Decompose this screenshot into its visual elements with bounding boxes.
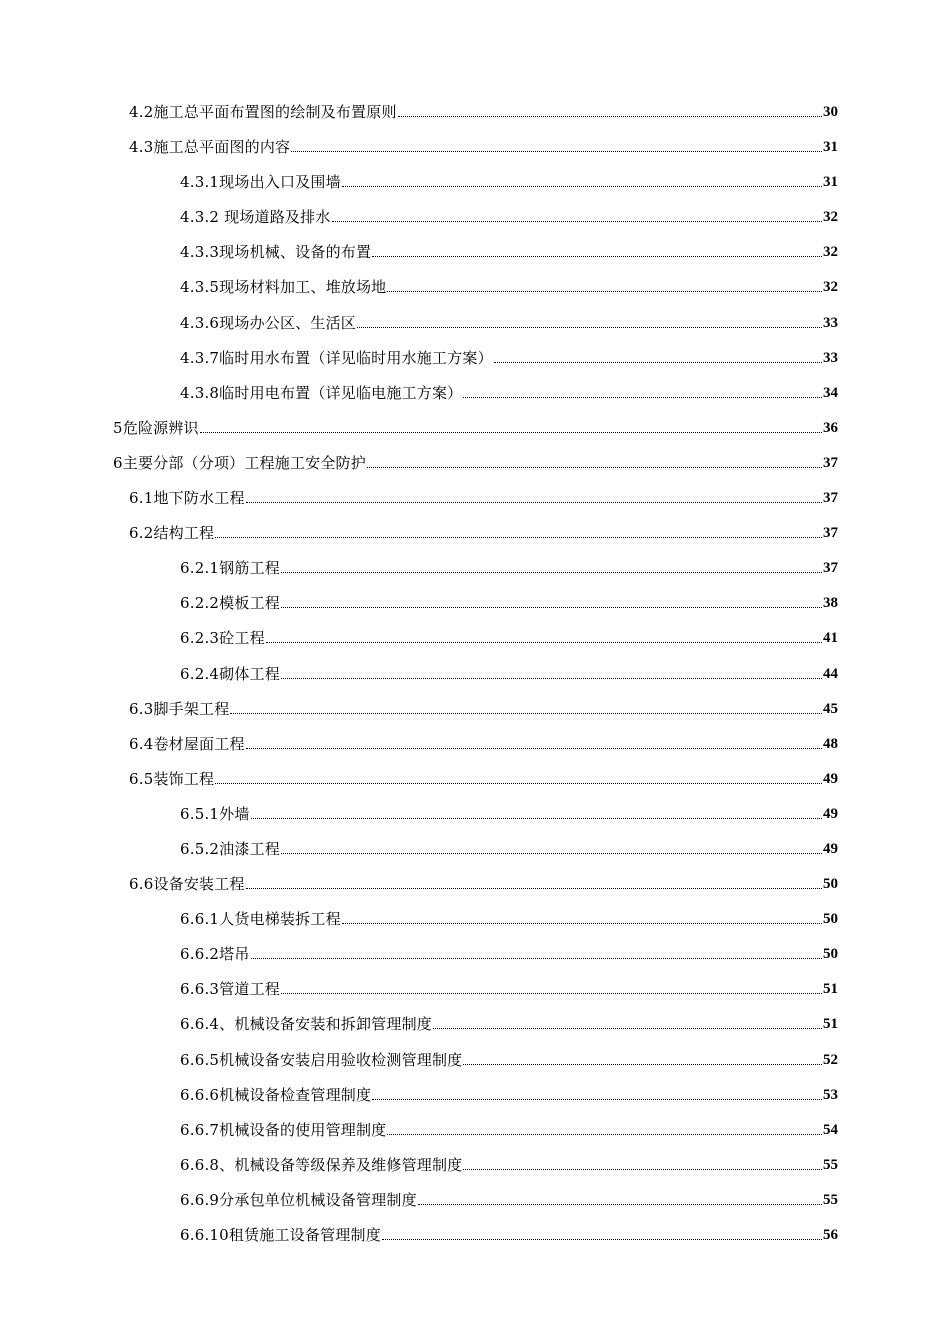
toc-entry-page-number: 31: [823, 174, 838, 191]
dot-leader: [215, 769, 822, 784]
toc-entry-title: 6.6.2塔吊: [180, 945, 250, 964]
dot-leader: [398, 102, 822, 117]
dot-leader: [266, 628, 822, 643]
dot-leader: [433, 1014, 822, 1029]
toc-entry-title: 6.5装饰工程: [129, 769, 215, 788]
toc-entry-page-number: 32: [823, 244, 838, 261]
toc-entry-page-number: 50: [823, 876, 838, 893]
toc-entry-page-number: 32: [823, 209, 838, 226]
dot-leader: [251, 944, 822, 959]
dot-leader: [357, 313, 822, 328]
toc-entry-title: 4.3.5现场材料加工、堆放场地: [180, 278, 387, 297]
toc-entry[interactable]: [0, 99, 838, 134]
toc-entry-title: 5危险源辨识: [113, 418, 199, 437]
toc-entry-title: 6.6.3管道工程: [180, 980, 280, 999]
toc-entry-page-number: 31: [823, 139, 838, 156]
toc-entry-page-number: 54: [823, 1121, 838, 1138]
dot-leader: [387, 277, 822, 292]
toc-entry-page-number: 45: [823, 700, 838, 717]
toc-entry[interactable]: [0, 731, 838, 766]
dot-leader: [418, 1190, 822, 1205]
toc-entry[interactable]: [0, 134, 838, 169]
toc-entry-title: 4.3.8临时用电布置（详见临电施工方案）: [180, 383, 463, 402]
dot-leader: [367, 453, 822, 468]
toc-entry[interactable]: [0, 485, 838, 520]
toc-entry-page-number: 49: [823, 840, 838, 857]
toc-entry[interactable]: [0, 766, 838, 801]
dot-leader: [463, 1050, 822, 1065]
toc-entry-page-number: 30: [823, 104, 838, 120]
dot-leader: [281, 558, 822, 573]
toc-entry-title: 6.2.3砼工程: [180, 629, 265, 648]
dot-leader: [200, 418, 822, 433]
toc-entry-page-number: 49: [823, 770, 838, 787]
toc-entry[interactable]: [0, 906, 838, 941]
toc-entry-page-number: 51: [823, 1016, 838, 1033]
toc-entry-title: 4.3.2 现场道路及排水: [180, 208, 331, 227]
dot-leader: [494, 348, 822, 363]
toc-entry-page-number: 50: [823, 946, 838, 963]
toc-entry-title: 6.3脚手架工程: [129, 699, 230, 718]
toc-entry-title: 4.3施工总平面图的内容: [129, 138, 291, 157]
dot-leader: [342, 909, 822, 924]
toc-entry-page-number: 51: [823, 981, 838, 998]
toc-entry[interactable]: [0, 1152, 838, 1187]
toc-entry-page-number: 55: [823, 1156, 838, 1173]
toc-entry[interactable]: [0, 345, 838, 380]
toc-entry[interactable]: [0, 310, 838, 345]
toc-entry-page-number: 48: [823, 735, 838, 752]
dot-leader: [246, 734, 822, 749]
toc-entry[interactable]: [0, 941, 838, 976]
dot-leader: [463, 383, 822, 398]
toc-entry-page-number: 37: [823, 525, 838, 542]
toc-entry-title: 6.6.7机械设备的使用管理制度: [180, 1120, 387, 1139]
toc-entry-title: 6主要分部（分项）工程施工安全防护: [113, 453, 366, 472]
toc-entry[interactable]: [0, 239, 838, 274]
toc-entry-title: 6.6.10租赁施工设备管理制度: [180, 1226, 381, 1244]
dot-leader: [281, 839, 822, 854]
toc-entry-page-number: 38: [823, 595, 838, 612]
dot-leader: [387, 1120, 822, 1135]
toc-entry-page-number: 49: [823, 805, 838, 822]
dot-leader: [382, 1225, 822, 1240]
toc-entry-title: 4.3.7临时用水布置（详见临时用水施工方案）: [180, 348, 493, 367]
toc-entry[interactable]: [0, 625, 838, 660]
toc-entry[interactable]: [0, 1117, 838, 1152]
dot-leader: [281, 593, 822, 608]
toc-entry-page-number: 33: [823, 314, 838, 331]
toc-entry-page-number: 55: [823, 1191, 838, 1208]
toc-entry-page-number: 41: [823, 630, 838, 647]
toc-entry[interactable]: [0, 415, 838, 450]
toc-entry[interactable]: [0, 1011, 838, 1046]
toc-entry[interactable]: [0, 696, 838, 731]
dot-leader: [372, 1085, 822, 1100]
dot-leader: [463, 1155, 822, 1170]
toc-entry-title: 4.2施工总平面布置图的绘制及布置原则: [129, 103, 397, 121]
toc-entry-title: 6.1地下防水工程: [129, 489, 245, 508]
toc-entry-title: 6.6.4、机械设备安装和拆卸管理制度: [180, 1015, 432, 1034]
toc-entry-page-number: 36: [823, 419, 838, 436]
toc-entry-page-number: 37: [823, 560, 838, 577]
dot-leader: [251, 804, 822, 819]
table-of-contents: [0, 99, 950, 1257]
toc-entry-title: 6.5.1外墙: [180, 804, 250, 823]
toc-entry-title: 6.2.2模板工程: [180, 594, 280, 613]
toc-entry[interactable]: [0, 204, 838, 239]
dot-leader: [281, 664, 822, 679]
toc-entry[interactable]: [0, 380, 838, 415]
dot-leader: [246, 874, 822, 889]
toc-entry[interactable]: [0, 836, 838, 871]
toc-entry-page-number: 56: [823, 1227, 838, 1243]
toc-entry-page-number: 32: [823, 279, 838, 296]
toc-entry[interactable]: [0, 590, 838, 625]
toc-entry-title: 6.6.1人货电梯装拆工程: [180, 910, 341, 929]
toc-entry-page-number: 37: [823, 490, 838, 507]
toc-entry-title: 6.6.9分承包单位机械设备管理制度: [180, 1190, 417, 1209]
toc-entry-title: 6.6.6机械设备检查管理制度: [180, 1085, 372, 1104]
toc-entry[interactable]: [0, 450, 838, 485]
dot-leader: [230, 699, 822, 714]
toc-entry-page-number: 52: [823, 1051, 838, 1068]
dot-leader: [215, 523, 822, 538]
toc-entry-page-number: 50: [823, 911, 838, 928]
dot-leader: [246, 488, 822, 503]
toc-entry[interactable]: [0, 976, 838, 1011]
toc-entry-title: 6.6.5机械设备安装启用验收检测管理制度: [180, 1050, 463, 1069]
dot-leader: [372, 242, 822, 257]
toc-entry-page-number: 34: [823, 384, 838, 401]
toc-entry-title: 6.6设备安装工程: [129, 875, 245, 894]
toc-entry[interactable]: [0, 1082, 838, 1117]
toc-entry[interactable]: [0, 555, 838, 590]
toc-entry[interactable]: [0, 801, 838, 836]
toc-entry[interactable]: [0, 274, 838, 309]
toc-entry[interactable]: [0, 1222, 838, 1257]
dot-leader: [342, 172, 822, 187]
toc-entry-title: 4.3.1现场出入口及围墙: [180, 173, 341, 192]
toc-entry-page-number: 33: [823, 349, 838, 366]
toc-entry-title: 4.3.6现场办公区、生活区: [180, 313, 356, 332]
toc-entry-page-number: 37: [823, 454, 838, 471]
toc-entry-title: 6.2.1钢筋工程: [180, 559, 280, 578]
dot-leader: [281, 979, 822, 994]
toc-entry-title: 6.2结构工程: [129, 524, 215, 543]
toc-entry-title: 4.3.3现场机械、设备的布置: [180, 243, 372, 262]
toc-entry-title: 6.2.4砌体工程: [180, 664, 280, 683]
toc-entry[interactable]: [0, 661, 838, 696]
toc-entry[interactable]: [0, 1187, 838, 1222]
dot-leader: [332, 207, 822, 222]
toc-entry-title: 6.5.2油漆工程: [180, 839, 280, 858]
toc-entry[interactable]: [0, 169, 838, 204]
toc-entry[interactable]: [0, 520, 838, 555]
toc-entry-page-number: 44: [823, 665, 838, 682]
dot-leader: [291, 137, 822, 152]
toc-entry[interactable]: [0, 1047, 838, 1082]
toc-entry-title: 6.6.8、机械设备等级保养及维修管理制度: [180, 1155, 463, 1174]
toc-entry[interactable]: [0, 871, 838, 906]
toc-entry-title: 6.4卷材屋面工程: [129, 734, 245, 753]
toc-entry-page-number: 53: [823, 1086, 838, 1103]
